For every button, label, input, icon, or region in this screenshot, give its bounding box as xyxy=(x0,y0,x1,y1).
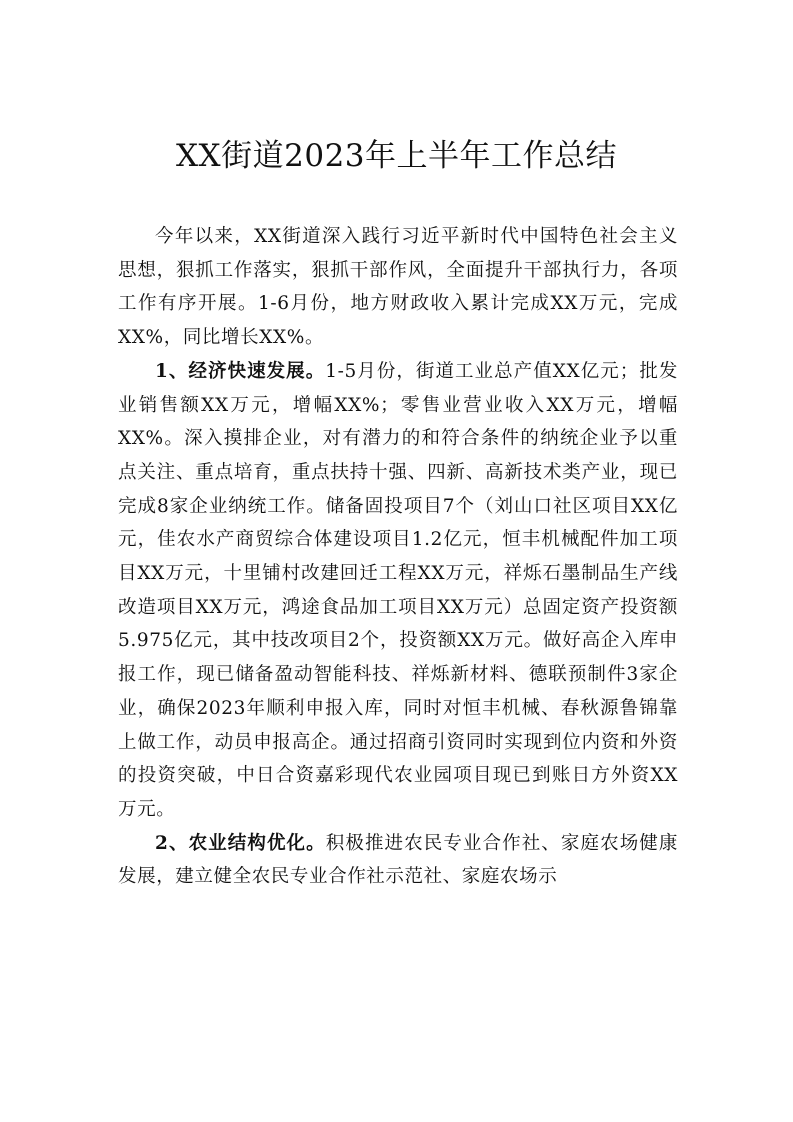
section-text-agriculture: 积极推进农民专业合作社、家庭农场健康发展，建立健全农民专业合作社示范社、家庭农场示 xyxy=(118,832,678,888)
section-text-economy: 1-5月份，街道工业总产值XX亿元；批发业销售额XX万元，增幅XX%；零售业营业收入XX万元，增幅XX%。深入摸排企业，对有潜力的和符合条件的纳统企业予以重点关注、重点培育，重点扶持十强、四新、高新技术类产业，现已完成8家企业纳统工作。储备固投项目7个（刘山口社区项目XX亿元，佳农水产商贸综合体建设项目1.2亿元，恒丰机械配件加工项目XX万元，十里铺村改建回迁工程XX万元，祥烁石墨制品生产线改造项目XX万元，鸿途食品加工项目XX万元）总固定资产投资额5.975亿元，其中技改项目2个，投资额XX万元。做好高企入库申报工作，现已储备盈动智能科技、祥烁新材料、德联预制件3家企业，确保2023年顺利申报入库，同时对恒丰机械、春秋源鲁锦靠上做工作，动员申报高企。通过招商引资同时实现到位内资和外资的投资突破，中日合资嘉彩现代农业园项目现已到账日方外资XX万元。 xyxy=(118,360,678,820)
document-body xyxy=(118,220,678,894)
section-heading-agriculture: 2、农业结构优化。 xyxy=(155,832,326,854)
document-title: XX街道2023年上半年工作总结 xyxy=(175,138,618,174)
section-paragraph-economy xyxy=(118,355,678,827)
section-paragraph-agriculture xyxy=(118,827,678,894)
intro-paragraph: 今年以来，XX街道深入践行习近平新时代中国特色社会主义思想，狠抓工作落实，狠抓干部作风，全面提升干部执行力，各项工作有序开展。1-6月份，地方财政收入累计完成XX万元，完成XX%，同比增长XX%。 xyxy=(118,226,678,349)
section-heading-economy: 1、经济快速发展。 xyxy=(155,360,326,382)
